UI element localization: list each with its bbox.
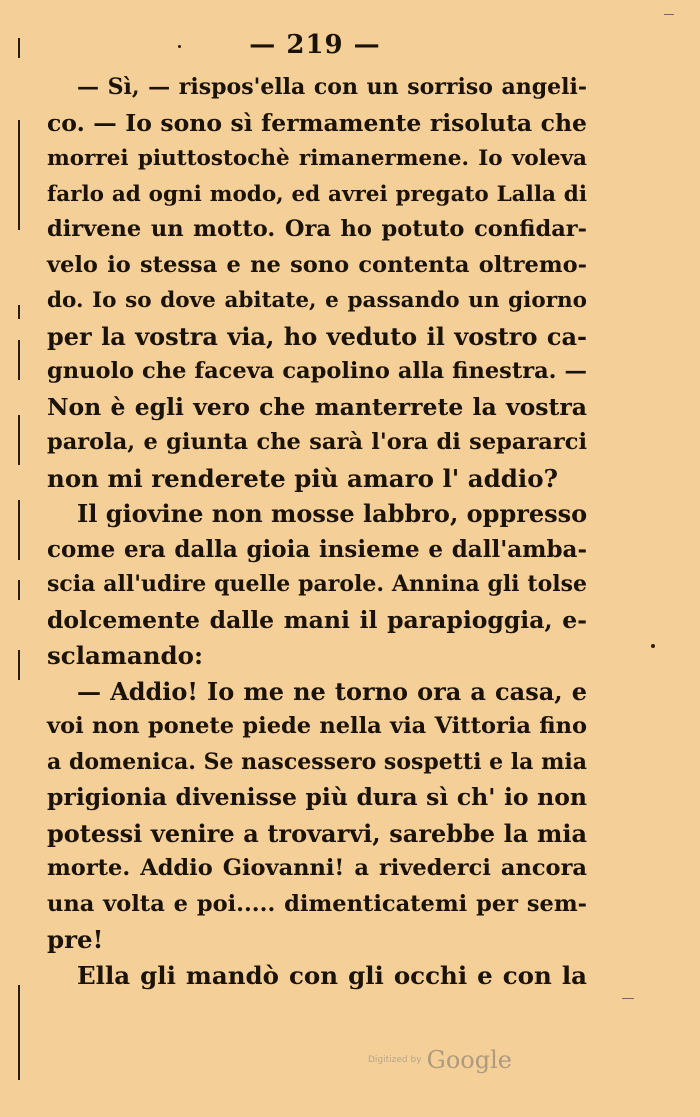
scan-edge-mark bbox=[18, 120, 20, 230]
body-text bbox=[47, 70, 587, 993]
scan-edge-mark bbox=[18, 985, 20, 1080]
text-line: a domenica. Se nascessero sospetti e la mia bbox=[47, 748, 587, 775]
watermark-prefix: Digitized by bbox=[368, 1055, 422, 1065]
scan-edge-mark bbox=[664, 14, 674, 15]
scan-speck bbox=[178, 45, 181, 48]
text-line: dolcemente dalle mani il parapioggia, e- bbox=[47, 605, 587, 634]
text-line: morte. Addio Giovanni! a rivederci ancora bbox=[47, 855, 587, 881]
text-line: parola, e giunta che sarà l'ora di separarci bbox=[47, 429, 587, 455]
text-line: potessi venire a trovarvi, sarebbe la mia bbox=[47, 818, 587, 848]
text-line: velo io stessa e ne sono contenta oltremo- bbox=[47, 251, 587, 278]
text-line: Non è egli vero che manterrete la vostra bbox=[47, 392, 587, 421]
scan-edge-mark bbox=[18, 415, 20, 465]
scan-edge-mark bbox=[18, 305, 20, 319]
text-line: una volta e poi..... dimenticatemi per sem- bbox=[47, 890, 587, 917]
text-line: prigionia divenisse più dura sì ch' io non bbox=[47, 783, 587, 811]
text-line: farlo ad ogni modo, ed avrei pregato Lalla di bbox=[47, 181, 587, 207]
page-number: — 219 — bbox=[249, 30, 381, 60]
text-line: sclamando: bbox=[47, 641, 204, 670]
text-line: voi non ponete piede nella via Vittoria fino bbox=[47, 713, 587, 739]
google-logo: Google bbox=[426, 1046, 512, 1074]
text-line: gnuolo che faceva capolino alla finestra. — bbox=[47, 358, 587, 384]
text-line: do. Io so dove abitate, e passando un giorno bbox=[47, 288, 587, 313]
scan-speck bbox=[651, 644, 655, 648]
text-line: Ella gli mandò con gli occhi e con la bbox=[77, 960, 587, 990]
scan-edge-mark bbox=[18, 580, 20, 600]
text-line: — Sì, — rispos'ella con un sorriso angeli- bbox=[77, 74, 587, 100]
text-line: non mi renderete più amaro l' addio? bbox=[47, 463, 558, 493]
text-line: morrei piuttostochè rimanermene. Io voleva bbox=[47, 146, 587, 171]
scan-edge-mark bbox=[18, 650, 20, 680]
text-line: dirvene un motto. Ora ho potuto confidar- bbox=[47, 216, 587, 242]
text-line: co. — Io sono sì fermamente risoluta che bbox=[47, 108, 587, 137]
text-line: pre! bbox=[47, 925, 104, 954]
text-line: Il giovine non mosse labbro, oppresso bbox=[77, 499, 588, 528]
scan-edge-mark bbox=[622, 998, 634, 999]
scan-edge-mark bbox=[18, 38, 20, 58]
text-line: — Addio! Io me ne torno ora a casa, e bbox=[77, 676, 587, 706]
text-line: scia all'udire quelle parole. Annina gli tolse bbox=[47, 571, 587, 597]
scan-edge-mark bbox=[18, 500, 20, 560]
digitization-watermark bbox=[368, 1046, 512, 1074]
text-line: come era dalla gioia insieme e dall'amba- bbox=[47, 535, 587, 563]
text-line: per la vostra via, ho veduto il vostro ca- bbox=[47, 321, 587, 351]
scan-edge-mark bbox=[18, 340, 20, 380]
